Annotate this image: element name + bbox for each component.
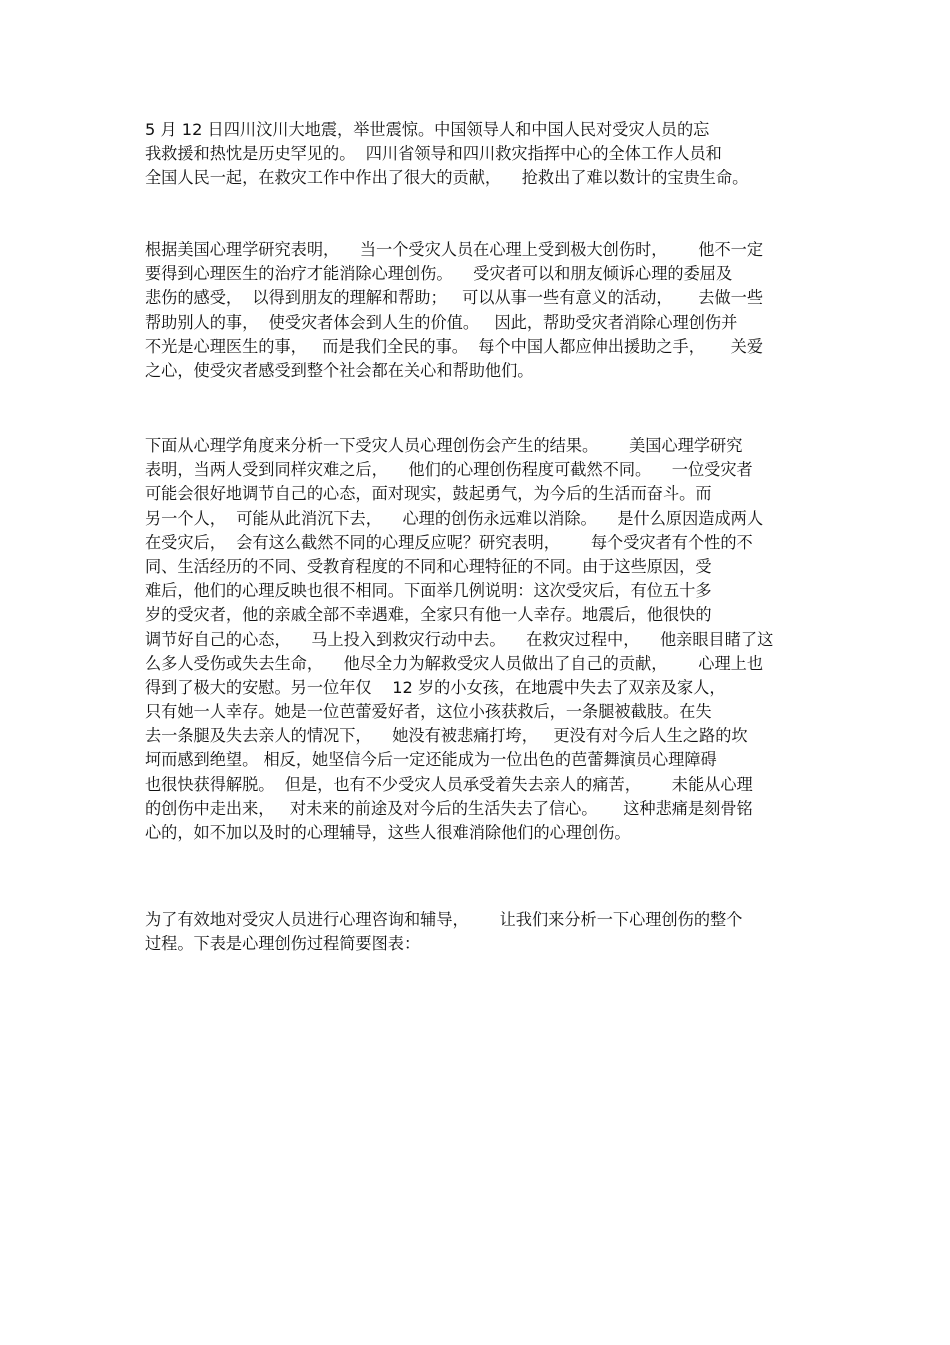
text-line: 不光是心理医生的事， 而是我们全民的事。 每个中国人都应伸出援助之手， 关爱 [145, 336, 764, 356]
text-line: 坷而感到绝望。 相反，她坚信今后一定还能成为一位出色的芭蕾舞演员心理障碍 [145, 750, 717, 770]
paragraph-process-intro [145, 908, 825, 956]
text-line: 要得到心理医生的治疗才能消除心理创伤。 受灾者可以和朋友倾诉心理的委屈及 [145, 264, 733, 284]
text-line: 下面从心理学角度来分析一下受灾人员心理创伤会产生的结果。 美国心理学研究 [145, 436, 743, 455]
paragraph-psychology-research [145, 238, 825, 383]
text-line: 为了有效地对受灾人员进行心理咨询和辅导， 让我们来分析一下心理创伤的整个 [145, 910, 743, 929]
text-line: 5 月 12 日四川汶川大地震，举世震惊。中国领导人和中国人民对受灾人员的忘 [145, 120, 710, 139]
text-line: 去一条腿及失去亲人的情况下， 她没有被悲痛打垮， 更没有对今后人生之路的坎 [145, 726, 748, 746]
text-line: 调节好自己的心态， 马上投入到救灾行动中去。 在救灾过程中， 他亲眼目睹了这 [145, 629, 774, 649]
text-line: 同、生活经历的不同、受教育程度的不同和心理特征的不同。由于这些原因，受 [145, 556, 712, 576]
text-line: 另一个人， 可能从此消沉下去， 心理的创伤永远难以消除。 是什么原因造成两人 [145, 508, 764, 528]
text-line: 岁的受灾者，他的亲戚全部不幸遇难，全家只有他一人幸存。地震后，他很快的 [145, 605, 712, 625]
text-line: 的创伤中走出来， 对未来的前途及对今后的生活失去了信心。 这种悲痛是刻骨铭 [145, 798, 753, 818]
text-line: 在受灾后， 会有这么截然不同的心理反应呢？研究表明， 每个受灾者有个性的不 [145, 532, 753, 552]
text-line: 根据美国心理学研究表明， 当一个受灾人员在心理上受到极大创伤时， 他不一定 [145, 240, 764, 259]
text-line: 么多人受伤或失去生命， 他尽全力为解救受灾人员做出了自己的贡献， 心理上也 [145, 653, 764, 673]
text-line: 得到了极大的安慰。另一位年仅 12 岁的小女孩，在地震中失去了双亲及家人， [145, 677, 726, 697]
text-line: 也很快获得解脱。 但是，也有不少受灾人员承受着失去亲人的痛苦， 未能从心理 [145, 774, 753, 794]
text-line: 只有她一人幸存。她是一位芭蕾爱好者，这位小孩获救后，一条腿被截肢。在失 [145, 702, 712, 722]
text-line: 心的，如不加以及时的心理辅导，这些人很难消除他们的心理创伤。 [145, 823, 631, 842]
paragraph-trauma-analysis [145, 434, 825, 845]
text-line: 帮助别人的事， 使受灾者体会到人生的价值。 因此，帮助受灾者消除心理创伤并 [145, 312, 738, 332]
text-line: 难后，他们的心理反映也很不相同。下面举几例说明：这次受灾后，有位五十多 [145, 581, 712, 601]
text-line: 之心，使受灾者感受到整个社会都在关心和帮助他们。 [145, 360, 534, 380]
text-line: 表明，当两人受到同样灾难之后， 他们的心理创伤程度可截然不同。 一位受灾者 [145, 460, 753, 480]
paragraph-earthquake-intro [145, 118, 825, 191]
text-line: 我救援和热忱是历史罕见的。 四川省领导和四川救灾指挥中心的全体工作人员和 [145, 144, 722, 164]
text-line: 全国人民一起，在救灾工作中作出了很大的贡献， 抢救出了难以数计的宝贵生命。 [145, 168, 749, 188]
text-line: 悲伤的感受， 以得到朋友的理解和帮助； 可以从事一些有意义的活动， 去做一些 [145, 288, 764, 308]
text-line: 过程。下表是心理创伤过程简要图表： [145, 934, 421, 954]
text-line: 可能会很好地调节自己的心态，面对现实，鼓起勇气，为今后的生活而奋斗。而 [145, 484, 712, 504]
